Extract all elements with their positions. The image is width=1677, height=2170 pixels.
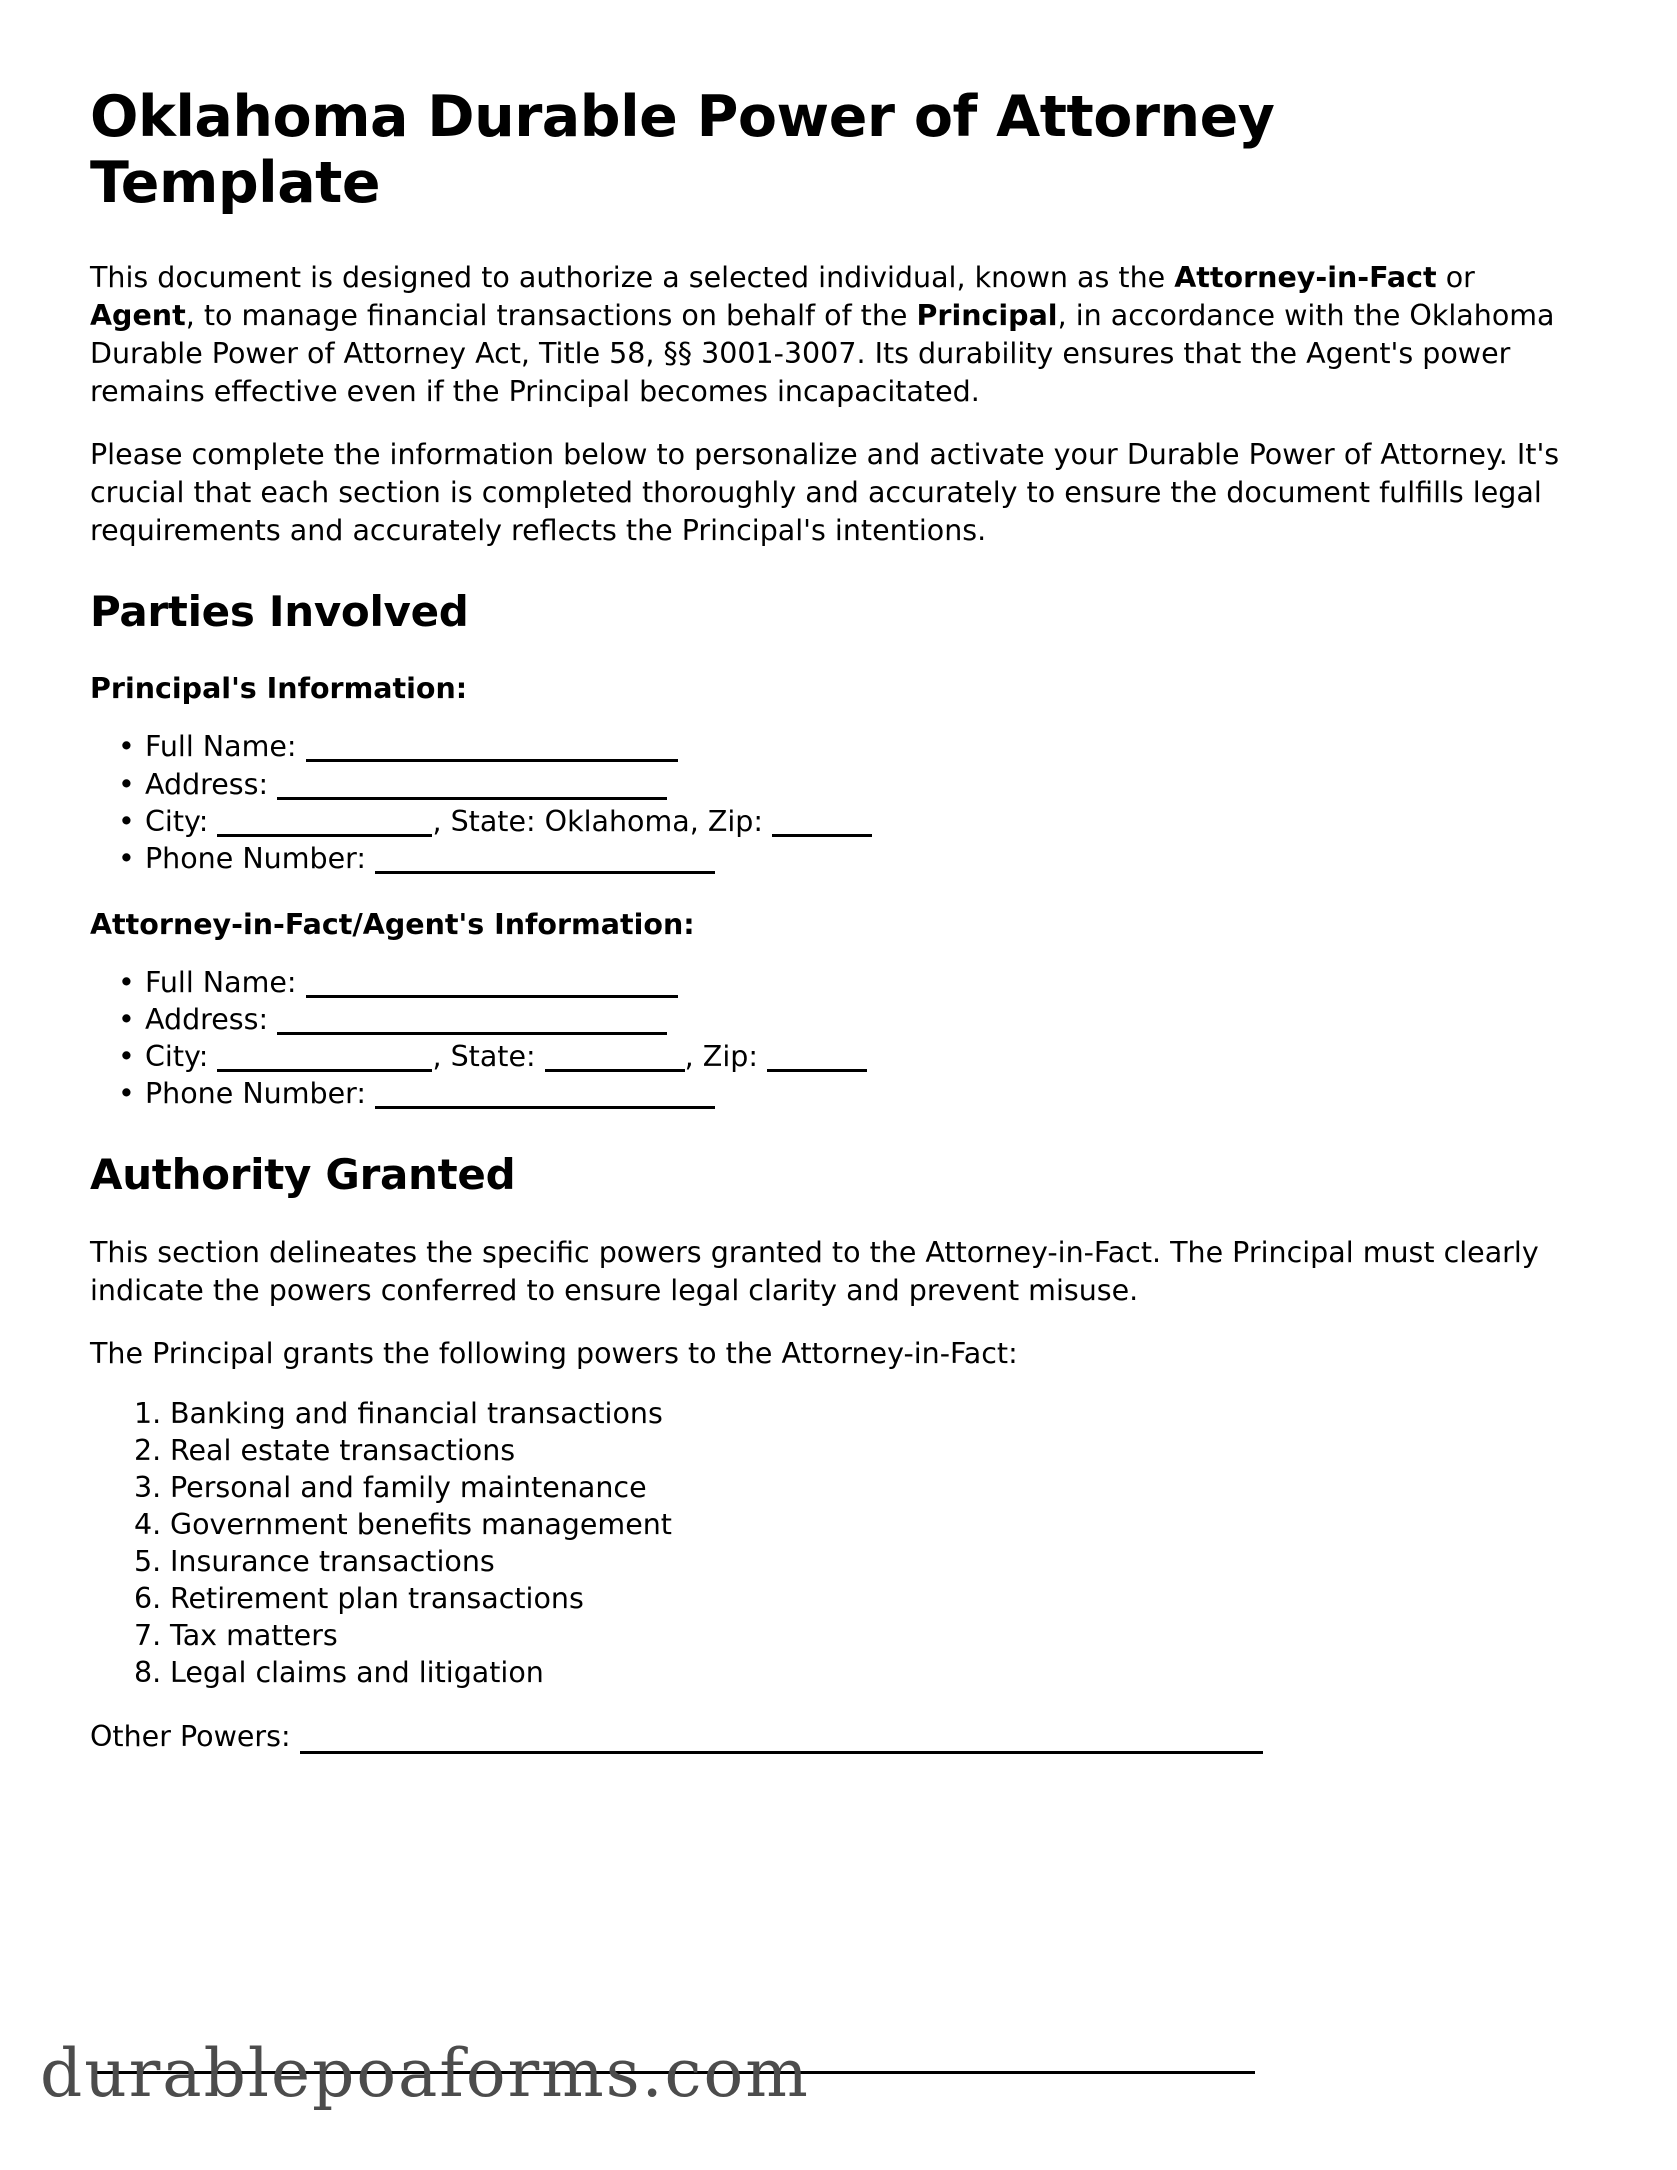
principal-city-input[interactable] bbox=[217, 814, 432, 837]
principal-full-name-row bbox=[90, 728, 1562, 765]
bullet-icon: • bbox=[118, 1003, 135, 1037]
principal-state-label: , State: bbox=[432, 804, 545, 838]
principal-full-name-input[interactable] bbox=[306, 739, 678, 762]
subheading-agent-information: Attorney-in-Fact/Agent's Information: bbox=[90, 907, 695, 941]
principal-phone-row bbox=[90, 840, 1562, 877]
agent-address-row bbox=[90, 1001, 1562, 1038]
list-item-label: Tax matters bbox=[170, 1618, 338, 1652]
principal-field-list bbox=[90, 728, 1562, 876]
list-item-label: Personal and family maintenance bbox=[170, 1470, 647, 1504]
list-item bbox=[90, 1432, 1562, 1469]
intro-seg-3: , to manage financial transactions on behalf of the bbox=[185, 299, 917, 333]
intro-bold-agent: Agent bbox=[90, 299, 186, 333]
list-item bbox=[90, 1543, 1562, 1580]
subheading-principal-information: Principal's Information: bbox=[90, 671, 468, 705]
other-powers-row bbox=[90, 1718, 1562, 1755]
list-item bbox=[90, 1617, 1562, 1654]
agent-address-input[interactable] bbox=[277, 1012, 667, 1035]
list-item-number: 5. bbox=[134, 1544, 162, 1578]
powers-list bbox=[90, 1395, 1562, 1691]
list-item-label: Insurance transactions bbox=[170, 1544, 495, 1578]
principal-city-state-zip-row bbox=[90, 803, 1562, 840]
agent-state-label: , State: bbox=[432, 1040, 545, 1074]
page-title: Oklahoma Durable Power of Attorney Template bbox=[90, 84, 1275, 217]
agent-city-input[interactable] bbox=[217, 1049, 432, 1072]
list-item-label: Legal claims and litigation bbox=[170, 1655, 544, 1689]
agent-full-name-label: Full Name: bbox=[145, 966, 306, 1000]
principal-phone-label: Phone Number: bbox=[145, 841, 375, 875]
list-item bbox=[90, 1580, 1562, 1617]
list-item-label: Retirement plan transactions bbox=[170, 1581, 584, 1615]
list-item-number: 2. bbox=[134, 1433, 162, 1467]
list-item bbox=[90, 1654, 1562, 1691]
intro-paragraph-1 bbox=[90, 259, 1562, 411]
agent-address-label: Address: bbox=[145, 1003, 278, 1037]
bullet-icon: • bbox=[118, 841, 135, 875]
watermark-site-name: durablepoaforms.com bbox=[40, 2035, 810, 2112]
intro-seg-1: This document is designed to authorize a selected individual, known as the bbox=[90, 261, 1175, 295]
principal-address-row bbox=[90, 766, 1562, 803]
list-item-number: 1. bbox=[134, 1396, 162, 1430]
agent-city-state-zip-row bbox=[90, 1038, 1562, 1075]
list-item-label: Real estate transactions bbox=[170, 1433, 516, 1467]
intro-seg-2: or bbox=[1436, 261, 1475, 295]
bullet-icon: • bbox=[118, 1040, 135, 1074]
agent-phone-input[interactable] bbox=[375, 1086, 715, 1109]
bullet-icon: • bbox=[118, 767, 135, 801]
list-item-number: 6. bbox=[134, 1581, 162, 1615]
bullet-icon: • bbox=[118, 730, 135, 764]
agent-phone-row bbox=[90, 1075, 1562, 1112]
list-item-number: 8. bbox=[134, 1655, 162, 1689]
agent-full-name-row bbox=[90, 964, 1562, 1001]
list-item bbox=[90, 1395, 1562, 1432]
list-item-label: Government benefits management bbox=[170, 1507, 672, 1541]
other-powers-input[interactable] bbox=[300, 1731, 1263, 1754]
principal-zip-input[interactable] bbox=[772, 814, 872, 837]
principal-address-label: Address: bbox=[145, 767, 278, 801]
intro-bold-attorney-in-fact: Attorney-in-Fact bbox=[1174, 261, 1437, 295]
list-item bbox=[90, 1506, 1562, 1543]
list-item-number: 3. bbox=[134, 1470, 162, 1504]
document-content bbox=[90, 84, 1562, 1755]
principal-state-value: Oklahoma bbox=[544, 804, 690, 838]
list-item-label: Banking and financial transactions bbox=[170, 1396, 663, 1430]
principal-address-input[interactable] bbox=[277, 777, 667, 800]
principal-zip-label: , Zip: bbox=[689, 804, 773, 838]
agent-zip-label: , Zip: bbox=[684, 1040, 767, 1074]
principal-phone-input[interactable] bbox=[375, 851, 715, 874]
section-heading-authority-granted: Authority Granted bbox=[90, 1150, 516, 1200]
agent-zip-input[interactable] bbox=[767, 1049, 867, 1072]
bullet-icon: • bbox=[118, 1077, 135, 1111]
authority-lead-in: The Principal grants the following powers to the Attorney-in-Fact: bbox=[90, 1336, 1018, 1370]
list-item bbox=[90, 1469, 1562, 1506]
agent-full-name-input[interactable] bbox=[306, 975, 678, 998]
intro-seg-4: , in accordance with the Oklahoma Durable Power of Attorney Act, Title 58, §§ 3001-3007. Its durability ensures that the Agent's power remains effective even if the Principal becomes incapacitated. bbox=[90, 299, 1555, 408]
bullet-icon: • bbox=[118, 966, 135, 1000]
agent-phone-label: Phone Number: bbox=[145, 1077, 375, 1111]
intro-bold-principal: Principal bbox=[916, 299, 1058, 333]
principal-city-label: City: bbox=[145, 804, 218, 838]
section-heading-parties-involved: Parties Involved bbox=[90, 587, 469, 637]
intro-paragraph-2: Please complete the information below to personalize and activate your Durable Power of Attorney. It's crucial that each section is completed thoroughly and accurately to ensure the document fulfills legal requirements and accurately reflects the Principal's intentions. bbox=[90, 437, 1560, 547]
list-item-number: 4. bbox=[134, 1507, 162, 1541]
principal-full-name-label: Full Name: bbox=[145, 730, 306, 764]
list-item-number: 7. bbox=[134, 1618, 162, 1652]
agent-state-input[interactable] bbox=[545, 1049, 685, 1072]
other-powers-label: Other Powers: bbox=[90, 1719, 300, 1753]
bullet-icon: • bbox=[118, 804, 135, 838]
agent-city-label: City: bbox=[145, 1040, 218, 1074]
agent-field-list bbox=[90, 964, 1562, 1112]
authority-paragraph: This section delineates the specific powers granted to the Attorney-in-Fact. The Principal must clearly indicate the powers conferred to ensure legal clarity and prevent misuse. bbox=[90, 1235, 1539, 1307]
